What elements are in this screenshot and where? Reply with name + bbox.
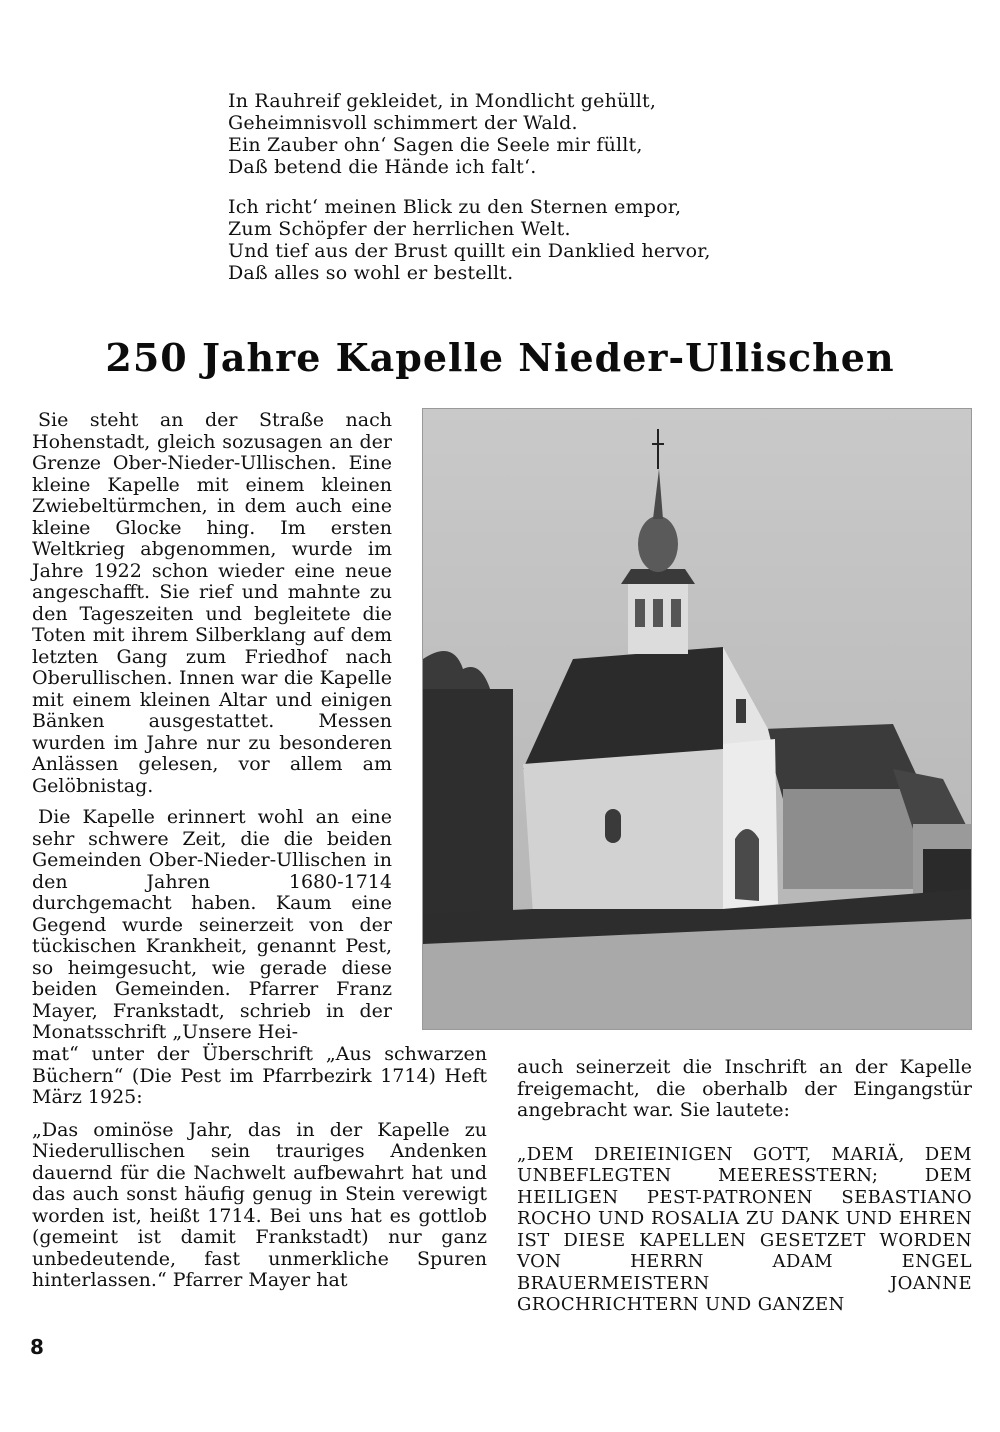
poem-line: Ein Zauber ohn‘ Sagen die Seele mir füllt, (228, 134, 643, 156)
poem-line: Daß alles so wohl er bestellt. (228, 262, 514, 284)
poem-line: Daß betend die Hände ich falt‘. (228, 156, 537, 178)
poem-line: Geheimnisvoll schimmert der Wald. (228, 112, 578, 134)
article-left-column (32, 410, 392, 1054)
tower-opening (635, 599, 645, 627)
poem-line: Und tief aus der Brust quillt ein Danklied hervor, (228, 240, 711, 262)
article-paragraph: Sie steht an der Straße nach Hohenstadt, gleich sozusagen an der Grenze Ober-Nieder-Ullischen. Eine kleine Kapelle mit einem kleinen Zwiebeltürmchen, in dem auch eine kleine Glocke hing. Im ersten Weltkrieg abgenommen, wurde im Jahre 1922 schon wieder eine neue angeschafft. Sie rief und mahnte zu den Tageszeiten und begleitete die Toten mit ihrem Silberklang auf dem letzten Gang zum Friedhof nach Oberullischen. Innen war die Kapelle mit einem kleinen Altar und einigen Bänken ausgestattet. Messen wurden im Jahre nur zu besonderen Anlässen gelesen, vor allem am Gelöbnistag. (32, 409, 392, 797)
hedge-left (423, 689, 513, 929)
chapel-illustration (423, 409, 971, 1029)
chapel-side-wall (523, 749, 723, 914)
poem-line: In Rauhreif gekleidet, in Mondlicht gehüllt, (228, 90, 657, 112)
poem (228, 90, 788, 302)
gable-window (736, 699, 746, 723)
inscription-text: „DEM DREIEINIGEN GOTT, MARIÄ, DEM UNBEFLEGTEN MEERESSTERN; DEM HEILIGEN PEST-PATRONEN SEBASTIANO ROCHO UND ROSALIA ZU DANK UND EHREN IST DIESE KAPELLEN GESETZET WORDEN VON HERRN ADAM ENGEL BRAUERMEISTERN JOANNE GROCHRICHTERN UND GANZEN (517, 1143, 972, 1315)
poem-stanza-2 (228, 196, 788, 284)
tower-opening (671, 599, 681, 627)
chapel-door (735, 829, 759, 901)
article-paragraph: „Das ominöse Jahr, das in der Kapelle zu Niederullischen sein trauriges Andenken dauernd für die Nachwelt aufbewahrt hat und das auch sonst häufig genug in Stein verewigt worden ist, heißt 1714. Bei uns hat es gottlob (gemeint ist damit Frankstadt) nur ganz unbedeutende, fast unmerkliche Spuren hinterlassen.“ Pfarrer Mayer hat (32, 1118, 487, 1291)
tower-opening (653, 599, 663, 627)
chapel-photo (422, 408, 972, 1030)
article-paragraph: auch seinerzeit die Inschrift an der Kapelle freigemacht, die oberhalb der Eingangstür angebracht war. Sie lautete: (517, 1056, 972, 1121)
article-title: 250 Jahre Kapelle Nieder-Ullischen (105, 335, 895, 380)
poem-line: Zum Schöpfer der herrlichen Welt. (228, 218, 571, 240)
article-paragraph: mat“ unter der Überschrift „Aus schwarzen Büchern“ (Die Pest im Pfarrbezirk 1714) Heft März 1925: (32, 1043, 487, 1108)
article-paragraph: Die Kapelle erinnert wohl an eine sehr schwere Zeit, die die beiden Gemeinden Ober-Nieder-Ullischen in den Jahren 1680-1714 durchgemacht haben. Kaum eine Gegend wurde seinerzeit von der tückischen Krankheit, genannt Pest, so heimgesucht, wie gerade diese beiden Gemeinden. Pfarrer Franz Mayer, Frankstadt, schrieb in der Monatsschrift „Unsere Hei- (32, 806, 392, 1043)
onion-dome (638, 516, 678, 572)
page-number: 8 (30, 1335, 44, 1359)
chapel-window (605, 809, 621, 843)
poem-line: Ich richt‘ meinen Blick zu den Sternen empor, (228, 196, 682, 218)
article-right-column (517, 1057, 972, 1338)
article-lower-column (32, 1044, 487, 1303)
house-wall-right (783, 789, 923, 889)
poem-stanza-1 (228, 90, 788, 178)
